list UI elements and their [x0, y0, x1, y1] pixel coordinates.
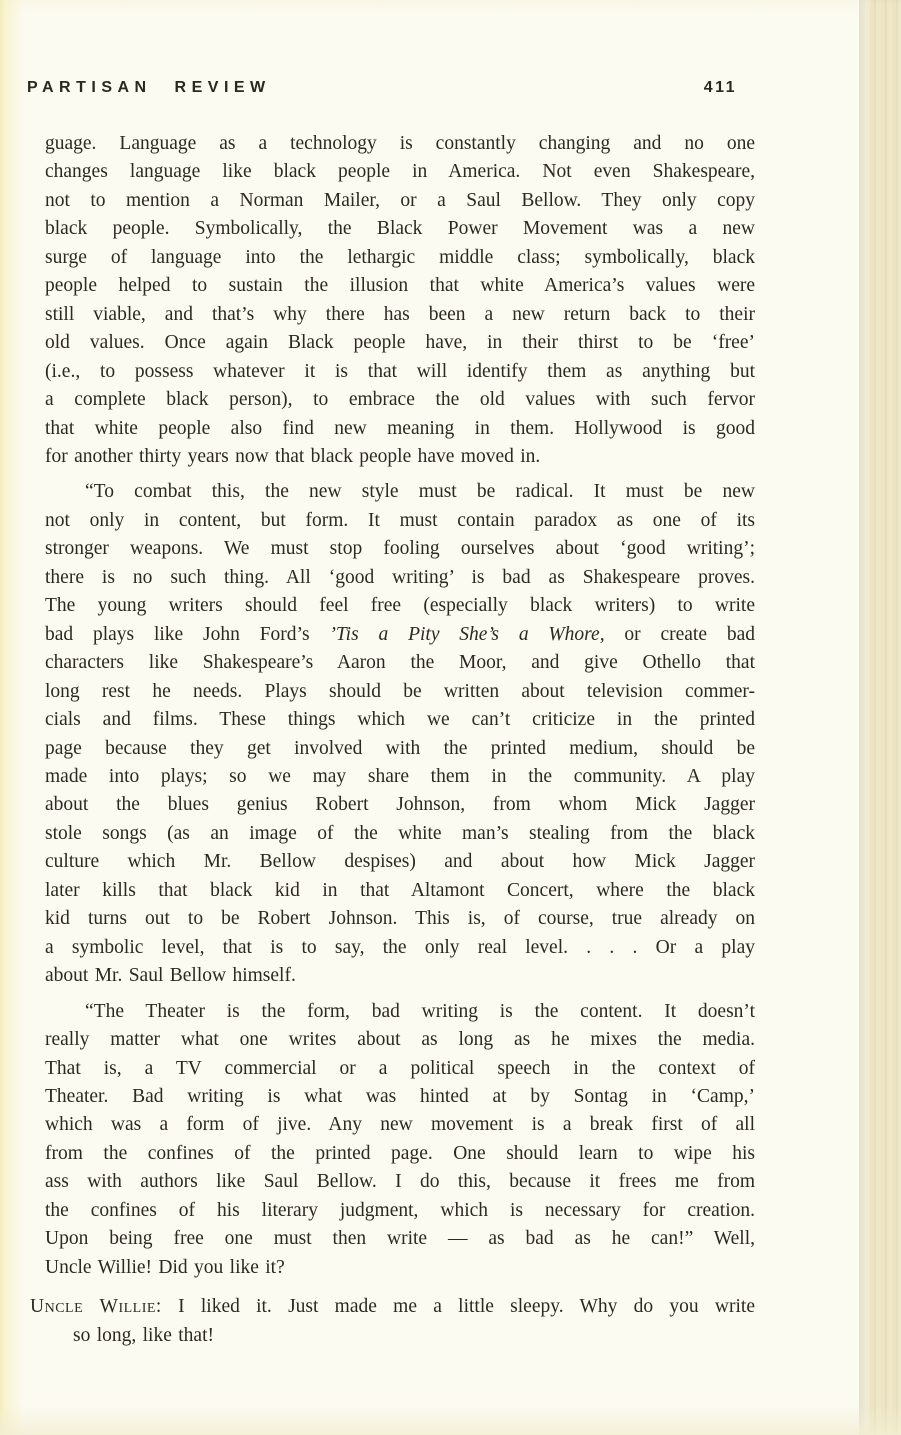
text-line: kid turns out to be Robert Johnson. This is, of course, true already on [45, 908, 755, 930]
text-line: long rest he needs. Plays should be written about television commer- [45, 680, 755, 702]
paragraph-4-dialogue [30, 1293, 755, 1350]
text-line: a symbolic level, that is to say, the only real level. . . . Or a play [45, 936, 755, 958]
text-line: cials and films. These things which we can’t criticize in the printed [45, 709, 755, 731]
text-line: not only in content, but form. It must contain paradox as one of its [45, 509, 755, 531]
text-line: black people. Symbolically, the Black Power Movement was a new [45, 218, 755, 240]
text-line: about Mr. Saul Bellow himself. [45, 965, 296, 987]
text-line: guage. Language as a technology is constantly changing and no one [45, 133, 755, 154]
dialogue-line: so long, like that! [73, 1324, 214, 1346]
text-line: the confines of his literary judgment, which is necessary for creation. [45, 1199, 755, 1221]
text-line: made into plays; so we may share them in the community. A play [45, 765, 755, 787]
text-line: Theater. Bad writing is what was hinted at by Sontag in ‘Camp,’ [45, 1085, 755, 1107]
text-segment: or create bad [604, 623, 755, 645]
text-line: changes language like black people in America. Not even Shakespeare, [45, 161, 755, 183]
text-line: “To combat this, the new style must be radical. It must be new [85, 481, 755, 503]
text-line: from the confines of the printed page. One should learn to wipe his [45, 1142, 755, 1164]
text-line: The young writers should feel free (especially black writers) to write [45, 595, 755, 617]
text-line: ass with authors like Saul Bellow. I do this, because it frees me from [45, 1171, 755, 1193]
page-top-shading [0, 0, 901, 14]
text-line: old values. Once again Black people have, in their thirst to be ‘free’ [45, 332, 755, 354]
text-line: not to mention a Norman Mailer, or a Saul Bellow. They only copy [45, 189, 755, 211]
text-line: page because they get involved with the printed medium, should be [45, 737, 755, 759]
speaker-name: Uncle Willie: [30, 1296, 162, 1318]
text-line: stronger weapons. We must stop fooling ourselves about ‘good writing’; [45, 538, 755, 560]
page-left-edge-shading [0, 0, 26, 1435]
text-line: Uncle Willie! Did you like it? [45, 1256, 285, 1278]
text-line-with-book-title [45, 621, 755, 649]
text-line: stole songs (as an image of the white man’s stealing from the black [45, 822, 755, 844]
text-line: later kills that black kid in that Altamont Concert, where the black [45, 879, 755, 901]
text-segment: bad plays like John Ford’s [45, 623, 330, 645]
text-line: there is no such thing. All ‘good writing’ is bad as Shakespeare proves. [45, 566, 755, 588]
book-page-edges [859, 0, 901, 1435]
page-number: 411 [703, 79, 737, 96]
text-line: surge of language into the lethargic middle class; symbolically, black [45, 246, 755, 268]
paragraph-1 [45, 130, 755, 471]
paragraph-2 [45, 478, 755, 990]
text-line: That is, a TV commercial or a political speech in the context of [45, 1057, 755, 1079]
text-line: for another thirty years now that black people have moved in. [45, 445, 541, 467]
running-header [27, 79, 737, 97]
paragraph-3 [45, 998, 755, 1283]
journal-title: PARTISAN REVIEW [27, 79, 271, 96]
text-line: “The Theater is the form, bad writing is the content. It doesn’t [85, 1000, 755, 1022]
book-title-italic: ’Tis a Pity She’s a Whore, [329, 623, 605, 645]
text-line: Upon being free one must then write — as bad as he can!” Well, [45, 1228, 755, 1250]
dialogue-line [30, 1293, 755, 1321]
dialogue-text: I liked it. Just made me a little sleepy. Why do you write [161, 1296, 755, 1318]
text-line: characters like Shakespeare’s Aaron the Moor, and give Othello that [45, 652, 755, 674]
text-line: really matter what one writes about as long as he mixes the media. [45, 1029, 755, 1051]
text-line: a complete black person), to embrace the old values with such fervor [45, 389, 755, 411]
text-line: still viable, and that’s why there has been a new return back to their [45, 303, 755, 325]
text-line: people helped to sustain the illusion that white America’s values were [45, 275, 755, 297]
page-bottom-shading [0, 1405, 901, 1435]
text-line: culture which Mr. Bellow despises) and about how Mick Jagger [45, 851, 755, 873]
page-text-block [30, 130, 755, 1350]
text-line: about the blues genius Robert Johnson, from whom Mick Jagger [45, 794, 755, 816]
text-line: which was a form of jive. Any new movement is a break first of all [45, 1114, 755, 1136]
text-line: (i.e., to possess whatever it is that will identify them as anything but [45, 360, 755, 382]
text-line: that white people also find new meaning in them. Hollywood is good [45, 417, 755, 439]
